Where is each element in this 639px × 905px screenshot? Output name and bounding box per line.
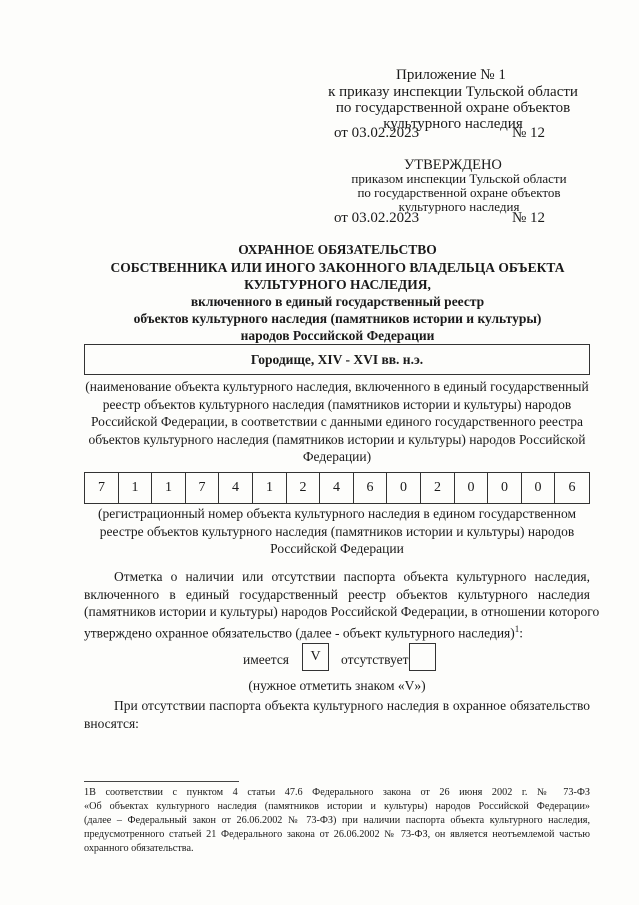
registration-digit: 6 [568,480,576,495]
registration-digit: 4 [219,473,253,503]
footnote-line: «Об объектах культурного наследия (памятников истории и культуры) народов Российской Федерации» [84,801,590,812]
appendix-title: Приложение № 1 [396,67,506,83]
registration-digit: 1 [119,473,152,503]
object-name-box [84,344,590,375]
registration-digit: 1 [253,473,287,503]
registration-caption [80,505,594,558]
registration-digit: 0 [455,473,488,503]
heading-line: СОБСТВЕННИКА ИЛИ ИНОГО ЗАКОННОГО ВЛАДЕЛЬЦА ОБЪЕКТА [110,260,565,275]
heading-line: включенного в единый государственный реестр [190,294,485,309]
caption-line: Федерации) [302,449,372,464]
approved-line: культурного наследия [398,199,520,214]
heading-line: народов Российской Федерации [240,328,435,343]
paragraph-tail: : [519,625,524,640]
paragraph-line [84,621,590,642]
paragraph-line: При отсутствии паспорта объекта культурного наследия в охранное обязательство [114,698,590,713]
registration-digit: 6 [354,473,387,503]
approved-title: УТВЕРЖДЕНО [404,157,502,173]
approved-number: № 12 [512,210,546,226]
paragraph-line: вносятся: [84,715,139,731]
appendix-line: культурного наследия [383,116,523,132]
caption-line: Российской Федерации [270,541,404,556]
registration-digit: 7 [85,473,119,503]
caption-line: (регистрационный номер объекта культурного наследия в едином государственном [98,506,576,521]
registration-digit: 0 [488,473,522,503]
footnote-separator [84,781,239,782]
paragraph-line: (памятников истории и культуры) народов Российской Федерации, в отношении которого [84,604,600,619]
registration-digit: 1 [152,473,186,503]
footnote-line: (далее – Федеральный закон от 26.06.2002 № 73-ФЗ) при наличии паспорта объекта культурного наследия, [84,815,590,826]
has-passport-checkbox[interactable]: V [302,643,329,671]
paragraph-line: Отметка о наличии или отсутствии паспорта объекта культурного наследия, [114,569,590,584]
registration-number-grid [84,472,590,504]
object-caption [80,378,594,466]
footnote-line: 1В соответствии с пунктом 4 статьи 47.6 Федерального закона от 26 июня 2002 г. № 73-ФЗ [84,787,590,798]
footnote-line: предусмотренного статьей 21 Федерального закона от 26.06.2002 № 73-ФЗ, он является неотъемлемой частью [84,829,590,840]
passport-paragraph [84,568,600,642]
footnote-mark: 1 [514,623,520,634]
registration-digit: 0 [387,473,421,503]
heading-line: КУЛЬТУРНОГО НАСЛЕДИЯ, [244,277,431,292]
registration-digit: 2 [421,473,455,503]
appendix-line: по государственной охране объектов [335,100,571,116]
appendix-number: № 12 [512,125,546,141]
heading-line: объектов культурного наследия (памятников истории и культуры) [133,311,542,326]
caption-line: объектов культурного наследия (памятников истории и культуры) народов Российской [88,431,586,447]
registration-digit: 2 [287,473,320,503]
approved-date: от 03.02.2023 [334,210,420,226]
footnote-line: охранного обязательства. [84,843,194,854]
absent-passport-label: отсутствует [341,652,409,667]
heading-line: ОХРАННОЕ ОБЯЗАТЕЛЬСТВО [238,242,437,257]
caption-line: реестр объектов культурного наследия (памятников истории и культуры) народов [102,396,572,412]
approved-line: приказом инспекции Тульской области [351,171,567,186]
document-heading [60,241,615,344]
registration-digit: 0 [522,473,555,503]
mark-hint: (нужное отметить знаком «V») [248,678,426,693]
caption-line: реестре объектов культурного наследия (памятников истории и культуры) народов [99,523,575,539]
approved-line: по государственной охране объектов [357,185,561,200]
footnote [84,786,590,856]
registration-digit: 4 [320,473,354,503]
appendix-date: от 03.02.2023 [334,125,420,141]
absence-paragraph [84,697,590,732]
caption-line: (наименование объекта культурного наследия, включенного в единый государственный [85,379,589,394]
paragraph-line: включенного в единый государственный реестр объектов культурного наследия [84,586,590,602]
registration-digit: 7 [186,473,219,503]
has-passport-label: имеется [243,652,290,667]
caption-line: Российской Федерации, в соответствии с данными единого государственного реестра [90,414,584,429]
absent-passport-checkbox[interactable] [409,643,436,671]
appendix-line: к приказу инспекции Тульской области [328,84,578,100]
paragraph-text: утверждено охранное обязательство (далее - объект культурного наследия) [84,625,515,640]
object-name: Городище, XIV - XVI вв. н.э. [250,352,424,367]
